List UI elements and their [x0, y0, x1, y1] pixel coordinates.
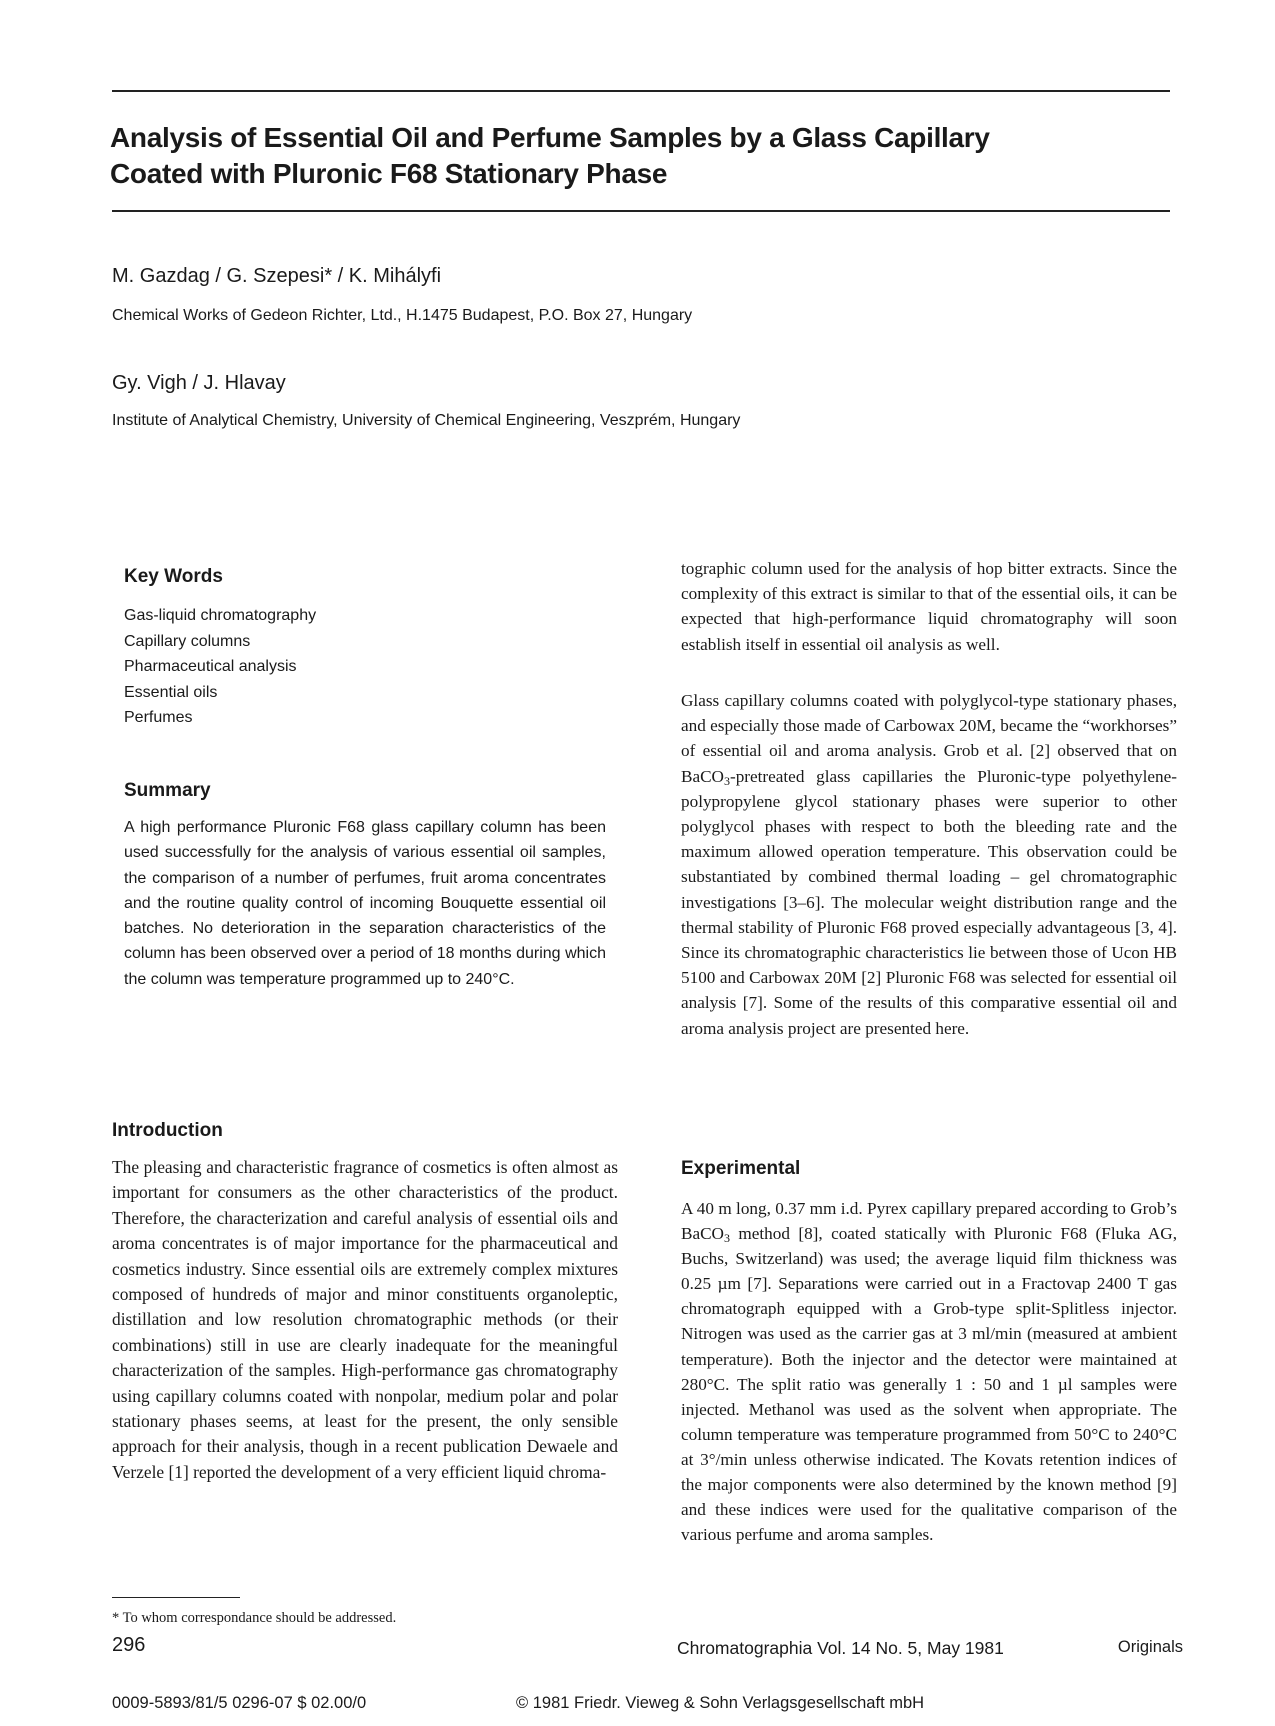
journal-citation: Chromatographia Vol. 14 No. 5, May 1981: [677, 1638, 1004, 1658]
keyword-item: Essential oils: [124, 683, 218, 701]
article-code: 0009-5893/81/5 0296-07 $ 02.00/0: [112, 1694, 367, 1712]
experimental-part-a: A 40 m long, 0.37 mm i.d. Pyrex capillary prepared according to Grob’s BaCO: [681, 1199, 1177, 1244]
summary-heading: Summary: [124, 780, 211, 801]
authors-group-2: Gy. Vigh / J. Hlavay: [112, 372, 286, 394]
page-number: 296: [112, 1634, 146, 1656]
right-column-paragraph-1: tographic column used for the analysis of hop bitter extracts. Since the complexity of this extract is similar to that of the essential oils, it can be expected that high-performance liquid chromatography will soon establish itself in essential oil analysis as well.: [681, 559, 1177, 654]
subscript: 3: [723, 1231, 730, 1246]
right-column-paragraph-2: [681, 688, 1177, 1041]
keyword-item: Capillary columns: [124, 632, 251, 650]
paper-title-line-1: Analysis of Essential Oil and Perfume Samples by a Glass Capillary: [110, 122, 990, 153]
title-bottom-rule: [112, 210, 1170, 212]
footnote: * To whom correspondance should be addressed.: [112, 1610, 397, 1626]
affiliation-1: Chemical Works of Gedeon Richter, Ltd., H.1475 Budapest, P.O. Box 27, Hungary: [112, 307, 693, 324]
keyword-item: Pharmaceutical analysis: [124, 658, 297, 675]
keyword-item: Gas-liquid chromatography: [124, 607, 317, 624]
title-top-rule: [112, 90, 1170, 92]
paper-title-line-2: Coated with Pluronic F68 Stationary Phase: [110, 158, 668, 189]
introduction-text: The pleasing and characteristic fragrance of cosmetics is often almost as important for consumers as the other characteristics of the product. Therefore, the characterization and careful analysis of essential oils and aroma concentrates is of major importance for the pharmaceutical and cosmetics industry. Since essential oils are extremely complex mixtures composed of hundreds of major and minor constituents organoleptic, distillation and low resolution chromatographic methods (or their combinations) still in use are clearly inadequate for the meaningful characterization of the samples. High-performance gas chromatography using capillary columns coated with nonpolar, medium polar and polar stationary phases seems, at least for the present, the only sensible approach for their analysis, though in a recent publication Dewaele and Verzele [1] reported the development of a very efficient liquid chroma-: [112, 1157, 618, 1482]
affiliation-2: Institute of Analytical Chemistry, University of Chemical Engineering, Veszprém, Hungary: [112, 412, 741, 429]
copyright: © 1981 Friedr. Vieweg & Sohn Verlagsgesellschaft mbH: [516, 1694, 925, 1712]
experimental-part-b: method [8], coated statically with Pluronic F68 (Fluka AG, Buchs, Switzerland) was used; the average liquid film thickness was 0.25 µm [7]. Separations were carried out in a Fractovap 2400 T gas chromatograph equipped with a Grob-type split-Splitless injector. Nitrogen was used as the carrier gas at 3 ml/min (measured at ambient temperature). Both the injector and the detector were maintained at 280°C. The split ratio was generally 1 : 50 and 1 µl samples were injected. Methanol was used as the solvent when appropriate. The column temperature was temperature programmed from 50°C to 240°C at 3°/min unless otherwise indicated. The Kovats retention indices of the major components were also determined by the known method [9] and these indices were used for the qualitative comparison of the various perfume and aroma samples.: [681, 1224, 1177, 1545]
experimental-text: [681, 1196, 1177, 1547]
introduction-heading: Introduction: [112, 1120, 223, 1141]
paragraph-2-part-b: -pretreated glass capillaries the Pluronic-type polyethylene-polypropylene glycol stationary phases were superior to other polyglycol phases with respect to both the bleeding rate and the maximum allowed operation temperature. This observation could be substantiated by combined thermal loading – gel chromatographic investigations [3–6]. The molecular weight distribution range and the thermal stability of Pluronic F68 proved especially advantageous [3, 4]. Since its chromatographic characteristics lie between those of Ucon HB 5100 and Carbowax 20M [2] Pluronic F68 was selected for essential oil analysis [7]. Some of the results of this comparative essential oil and aroma analysis project are presented here.: [681, 766, 1177, 1038]
paragraph-2-part-a: Glass capillary columns coated with polyglycol-type stationary phases, and especially those made of Carbowax 20M, became the “workhorses” of essential oil and aroma analysis. Grob et al. [2] observed that on BaCO: [681, 691, 1177, 786]
keywords-heading: Key Words: [124, 566, 223, 587]
paper-title: [110, 120, 1170, 192]
keyword-item: Perfumes: [124, 709, 193, 726]
authors-group-1: M. Gazdag / G. Szepesi* / K. Mihályfi: [112, 265, 442, 287]
subscript: 3: [723, 773, 730, 788]
keywords-list: [124, 603, 316, 731]
section-label: Originals: [1117, 1638, 1183, 1656]
footnote-rule: [112, 1597, 240, 1598]
experimental-heading: Experimental: [681, 1158, 801, 1179]
summary-text: A high performance Pluronic F68 glass capillary column has been used successfully for the analysis of various essential oil samples, the comparison of a number of perfumes, fruit aroma concentrates and the routine quality control of incoming Bouquette essential oil batches. No deterioration in the separation characteristics of the column has been observed over a period of 18 months during which the column was temperature programmed up to 240°C.: [124, 819, 606, 988]
